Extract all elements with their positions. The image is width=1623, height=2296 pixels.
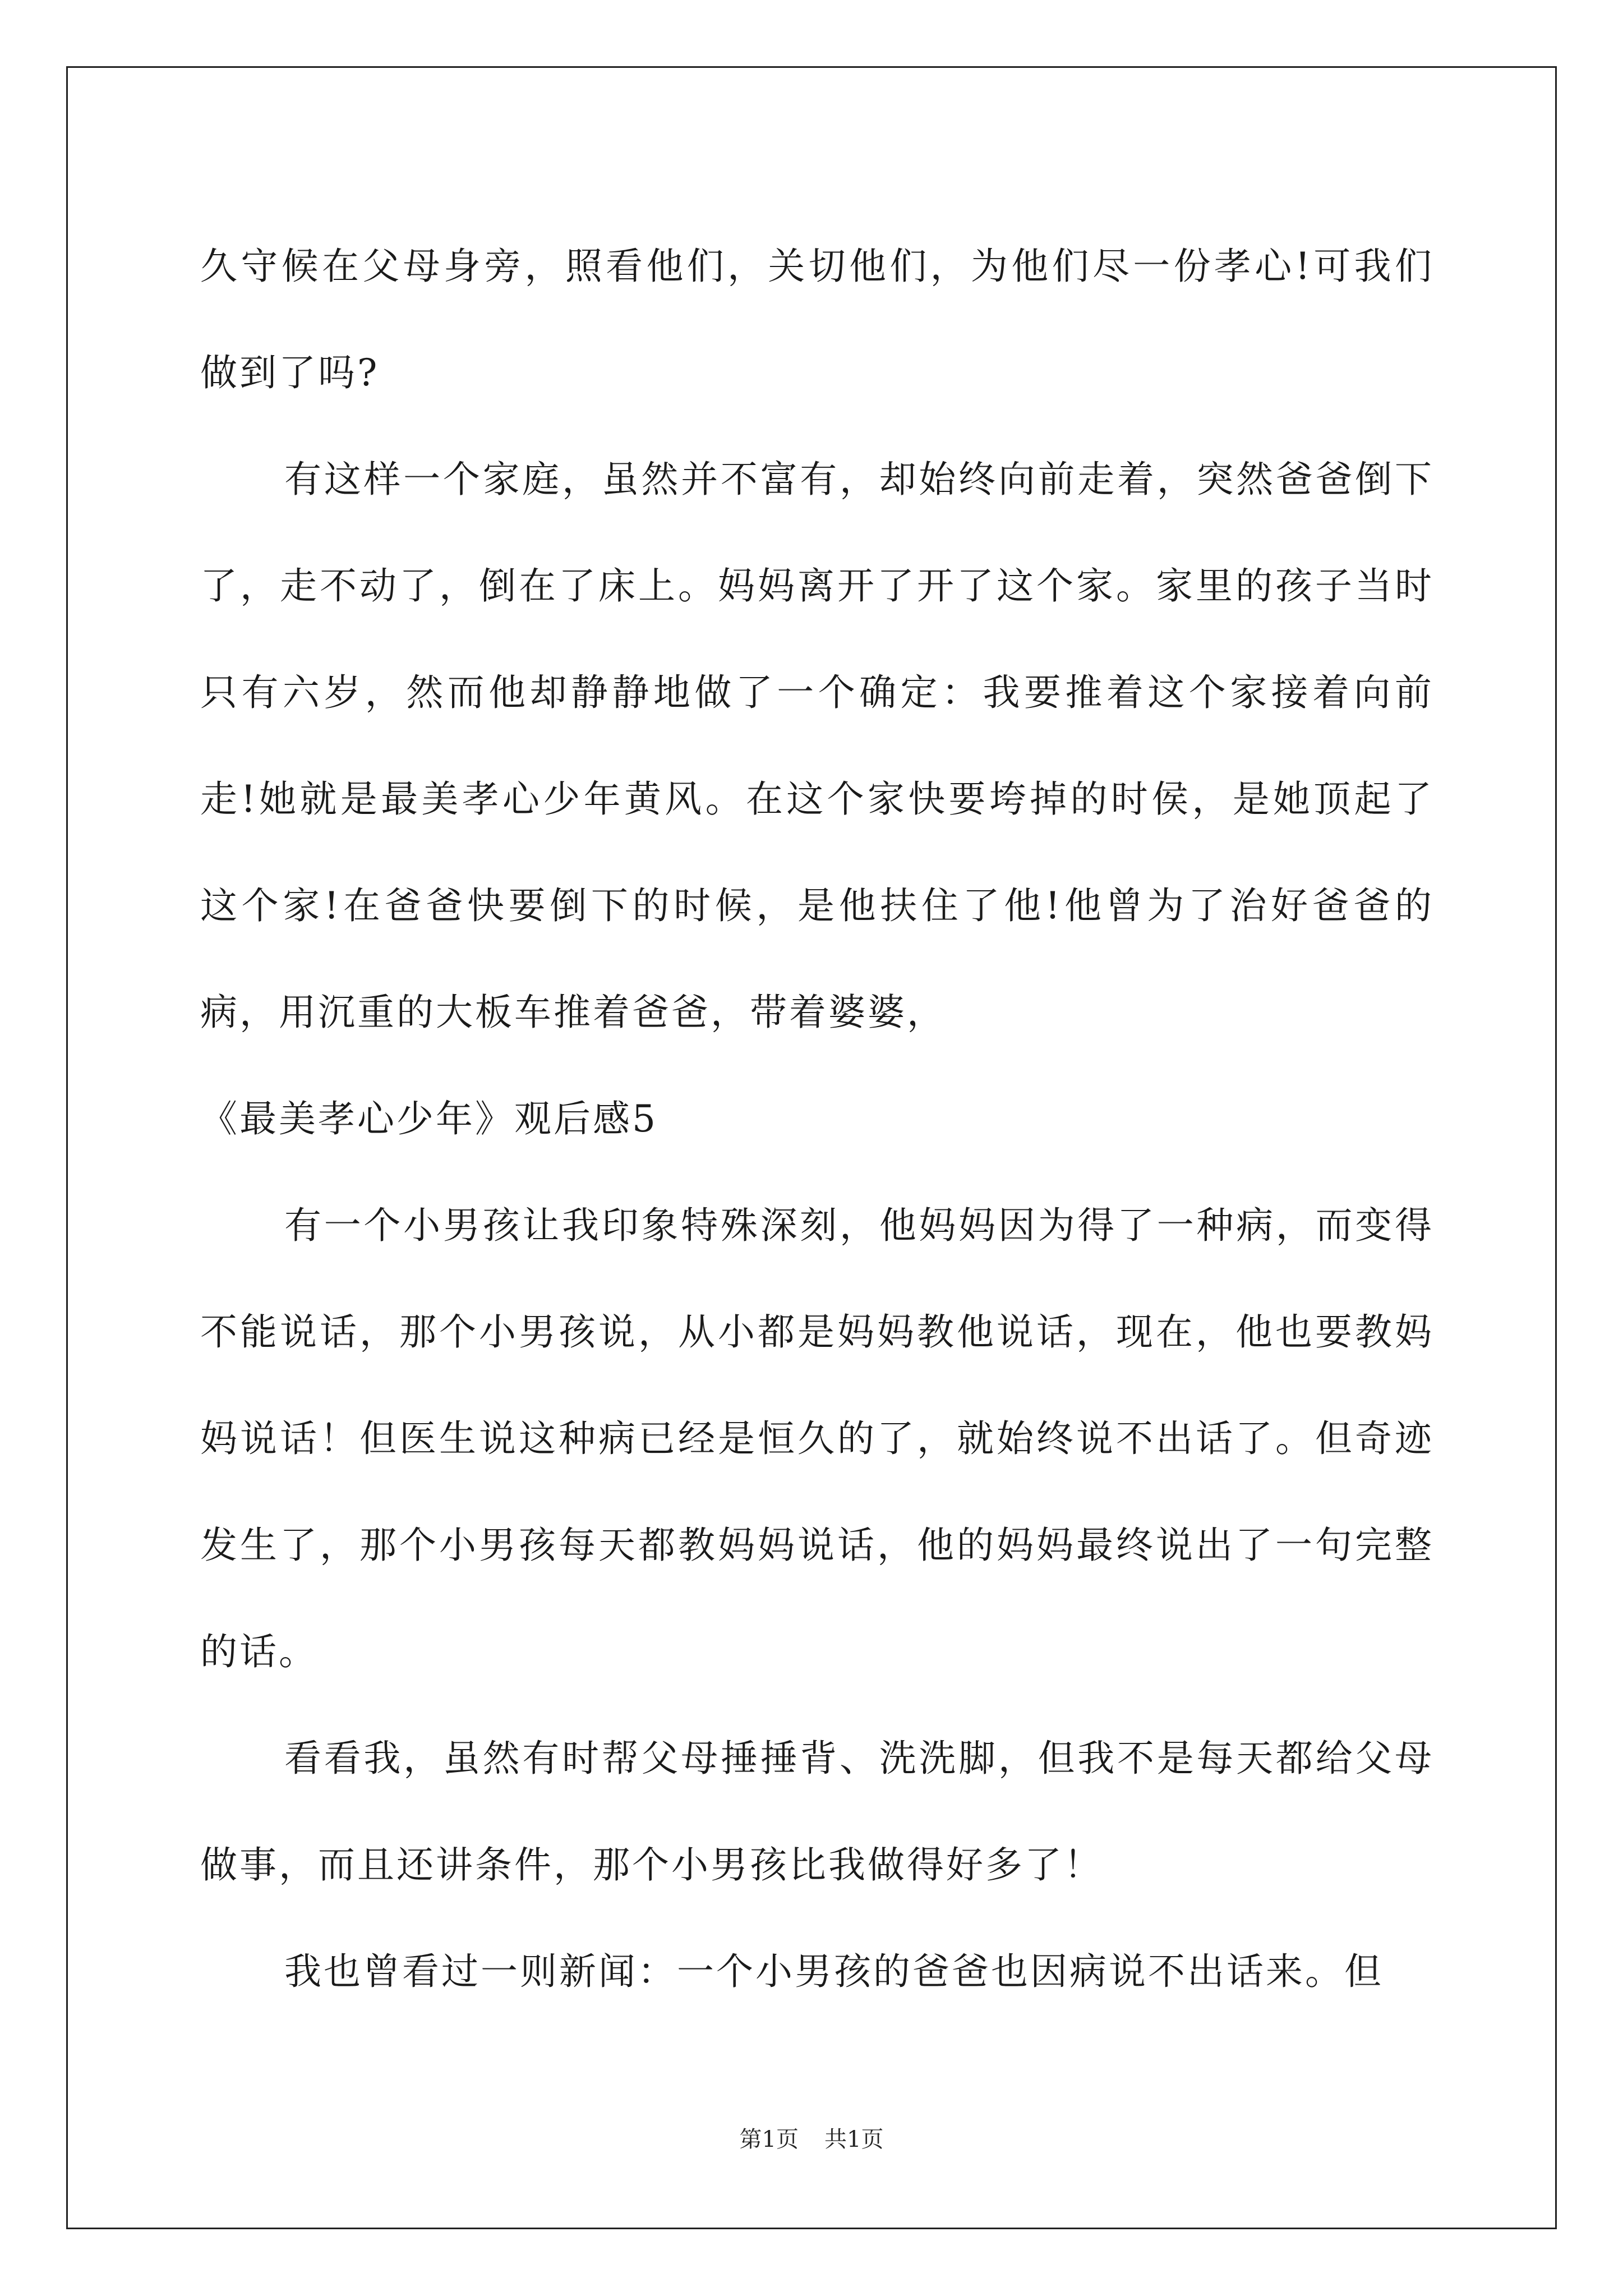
paragraph: 有一个小男孩让我印象特殊深刻，他妈妈因为得了一种病，而变得不能说话，那个小男孩说，从小都是妈妈教他说话，现在，他也要教妈妈说话！但医生说这种病已经是恒久的了，就始终说不出话了。但奇迹发生了，那个小男孩每天都教妈妈说话，他的妈妈最终说出了一句完整的话。 (200, 1204, 1434, 1673)
document-body (200, 213, 1434, 2025)
page-total: 共1页 (824, 2127, 884, 2152)
paragraph: 看看我，虽然有时帮父母捶捶背、洗洗脚，但我不是每天都给父母做事，而且还讲条件，那个小男孩比我做得好多了！ (200, 1737, 1434, 1887)
page-number: 第1页 (739, 2127, 799, 2152)
paragraph-continuation: 久守候在父母身旁，照看他们，关切他们，为他们尽一份孝心!可我们做到了吗? (200, 245, 1434, 394)
paragraph: 我也曾看过一则新闻：一个小男孩的爸爸也因病说不出话来。但 (284, 1950, 1384, 1993)
page-footer (0, 2122, 1623, 2154)
section-heading: 《最美孝心少年》观后感5 (200, 1097, 658, 1140)
paragraph: 有这样一个家庭，虽然并不富有，却始终向前走着，突然爸爸倒下了，走不动了，倒在了床上。妈妈离开了开了这个家。家里的孩子当时只有六岁，然而他却静静地做了一个确定：我要推着这个家接着向前走!她就是最美孝心少年黄风。在这个家快要垮掉的时侯，是她顶起了这个家!在爸爸快要倒下的时候，是他扶住了他!他曾为了治好爸爸的病，用沉重的大板车推着爸爸，带着婆婆， (200, 458, 1434, 1034)
